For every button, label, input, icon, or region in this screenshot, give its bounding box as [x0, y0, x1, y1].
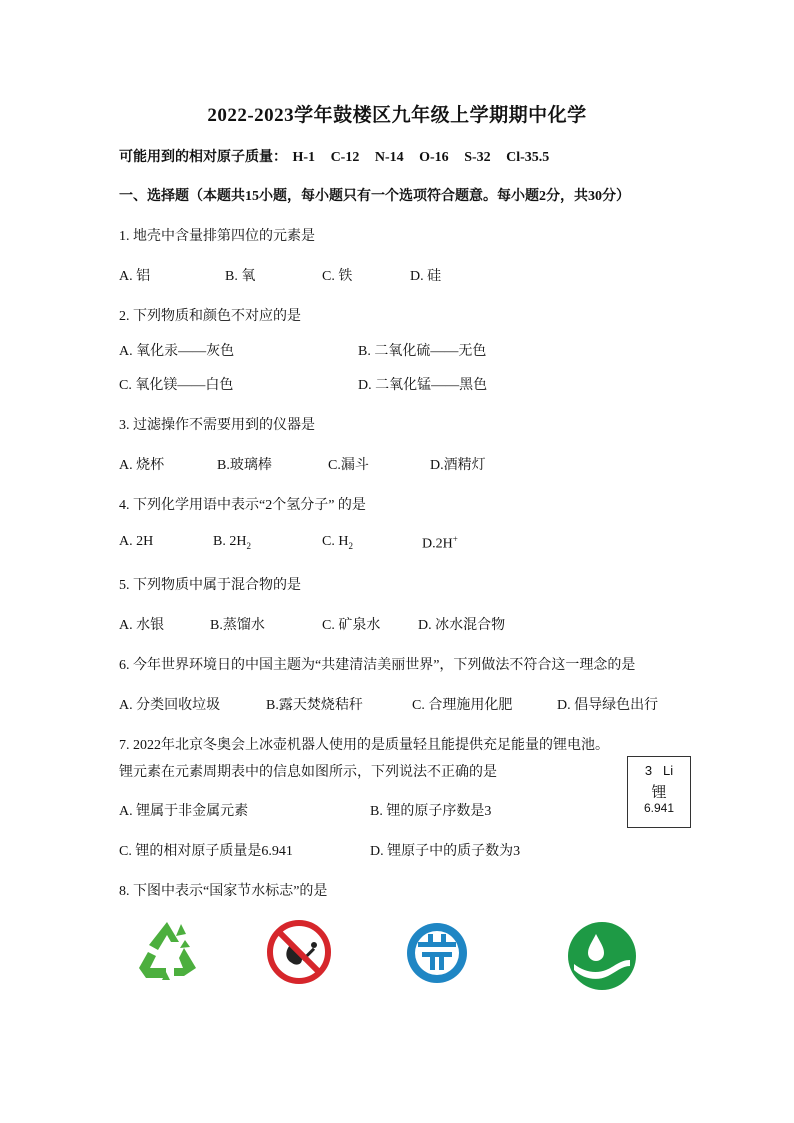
water-saving-icon — [566, 920, 638, 992]
q8-stem: 8. 下图中表示“国家节水标志”的是 — [119, 884, 328, 899]
recycle-icon — [134, 918, 200, 984]
q1-option-b: B. 氧 — [225, 269, 256, 284]
q7-option-a: A. 锂属于非金属元素 — [119, 804, 249, 819]
q2-option-d: D. 二氧化锰——黑色 — [358, 378, 488, 393]
q5-stem: 5. 下列物质中属于混合物的是 — [119, 578, 301, 593]
q6-option-a: A. 分类回收垃圾 — [119, 698, 221, 713]
q3-stem: 3. 过滤操作不需要用到的仪器是 — [119, 418, 315, 433]
page-title: 2022-2023学年鼓楼区九年级上学期期中化学 — [207, 105, 587, 126]
q5-option-b: B.蒸馏水 — [210, 618, 265, 633]
element-mass: 6.941 — [643, 801, 675, 815]
q4-option-a: A. 2H — [119, 534, 154, 549]
element-name: 锂 — [651, 784, 667, 801]
mass-o: O-16 — [419, 150, 449, 165]
q6-option-d: D. 倡导绿色出行 — [557, 698, 659, 713]
q4-option-c: C. $H_2$ — [322, 534, 353, 551]
element-number: 3 — [644, 763, 653, 778]
q3-option-b: B.玻璃棒 — [217, 458, 272, 473]
q4-stem: 4. 下列化学用语中表示“2个氢分子” 的是 — [119, 498, 366, 513]
q4-option-b: B. $2H_2$ — [213, 534, 251, 551]
element-number-symbol — [628, 763, 690, 778]
q6-option-c: C. 合理施用化肥 — [412, 698, 513, 713]
q7-stem-line2: 锂元素在元素周期表中的信息如图所示，下列说法不正确的是 — [119, 765, 497, 780]
q3-option-d: D.酒精灯 — [430, 458, 486, 473]
q7-stem-line1: 7. 2022年北京冬奥会上冰壶机器人使用的是质量轻且能提供充足能量的锂电池。 — [119, 738, 609, 753]
section-heading: 一、选择题（本题共15小题，每小题只有一个选项符合题意。每小题2分，共30分） — [119, 189, 630, 204]
mass-s: S-32 — [464, 150, 491, 165]
q5-option-a: A. 水银 — [119, 618, 165, 633]
q6-stem: 6. 今年世界环境日的中国主题为“共建清洁美丽世界”，下列做法不符合这一理念的是 — [119, 658, 636, 673]
q1-stem: 1. 地壳中含量排第四位的元素是 — [119, 229, 315, 244]
q2-stem: 2. 下列物质和颜色不对应的是 — [119, 309, 301, 324]
q1-option-d: D. 硅 — [410, 269, 442, 284]
q5-option-d: D. 冰水混合物 — [418, 618, 506, 633]
mass-n: N-14 — [374, 150, 404, 165]
q3-option-c: C.漏斗 — [328, 458, 369, 473]
mass-c: C-12 — [330, 150, 360, 165]
no-fire-icon — [266, 919, 332, 985]
mass-h: H-1 — [292, 150, 316, 165]
mass-cl: Cl-35.5 — [506, 150, 550, 165]
blue-emblem-icon — [404, 920, 470, 986]
q7-option-c: C. 锂的相对原子质量是6.941 — [119, 844, 293, 859]
q4-option-d: D.2H+ — [422, 534, 458, 552]
q2-option-c: C. 氧化镁——白色 — [119, 378, 234, 393]
element-card-lithium — [627, 756, 691, 828]
element-symbol: Li — [662, 763, 674, 778]
q2-option-a: A. 氧化汞——灰色 — [119, 344, 235, 359]
q3-option-a: A. 烧杯 — [119, 458, 165, 473]
atomic-mass-line — [119, 146, 561, 166]
q6-option-b: B.露天焚烧秸秆 — [266, 698, 363, 713]
q5-option-c: C. 矿泉水 — [322, 618, 381, 633]
q1-option-a: A. 铝 — [119, 269, 151, 284]
q1-option-c: C. 铁 — [322, 269, 353, 284]
atomic-mass-label: 可能用到的相对原子质量： — [119, 150, 287, 165]
q2-option-b: B. 二氧化硫——无色 — [358, 344, 487, 359]
q7-option-b: B. 锂的原子序数是3 — [370, 804, 492, 819]
q7-option-d: D. 锂原子中的质子数为3 — [370, 844, 521, 859]
